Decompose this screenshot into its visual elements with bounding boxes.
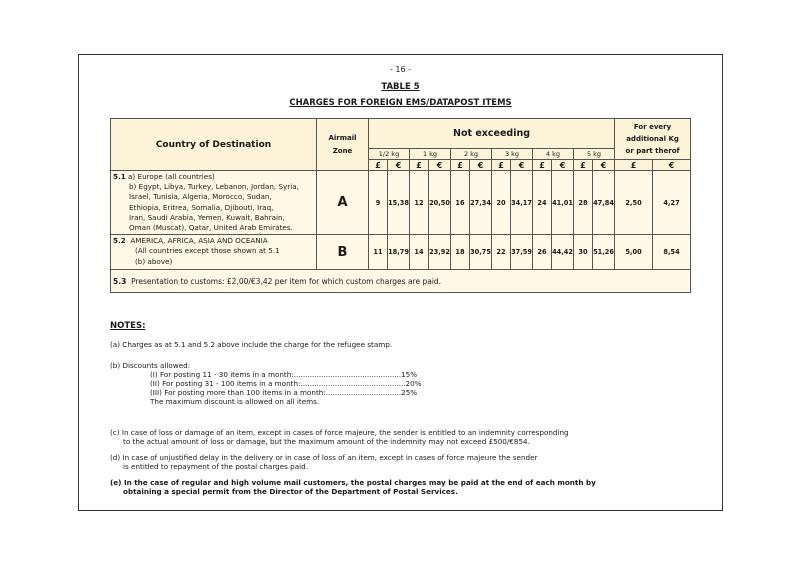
- currency-pound: £: [451, 160, 470, 171]
- additional-rate-cell: 8,54: [653, 235, 691, 270]
- rate-cell: 12: [410, 171, 429, 235]
- currency-pound: £: [574, 160, 593, 171]
- table-title: TABLE 5: [381, 82, 420, 92]
- table-row: [111, 171, 691, 235]
- rate-cell: 27,34: [470, 171, 492, 235]
- currency-euro: €: [511, 160, 533, 171]
- currency-euro: €: [653, 160, 691, 171]
- discount-item: (III) For posting more than 100 items in a month:.................................25%: [150, 388, 418, 397]
- rate-cell: 47,84: [593, 171, 615, 235]
- rate-cell: 37,59: [511, 235, 533, 270]
- rate-cell: 18: [451, 235, 470, 270]
- rate-cell: 22: [492, 235, 511, 270]
- discount-item: (II) For posting 31 - 100 items in a month:..............................................20%: [150, 379, 422, 388]
- discount-item: (I) For posting 11 - 30 items in a month:...............................................15%: [150, 370, 418, 379]
- weight-1-kg: 1 kg: [410, 149, 451, 160]
- currency-pound: £: [615, 160, 653, 171]
- note-b-title: (b) Discounts allowed:: [110, 361, 191, 370]
- currency-euro: €: [470, 160, 492, 171]
- currency-euro: €: [429, 160, 451, 171]
- destination-cell: 5.2 AMERICA, AFRICA, ASIA AND OCEANIA (All countries except those shown at 5.1 (b) above): [111, 235, 317, 270]
- currency-pound: £: [492, 160, 511, 171]
- page-number: - 16 -: [389, 65, 412, 74]
- charges-table: [110, 118, 691, 293]
- table-row: [111, 270, 691, 293]
- currency-euro: €: [552, 160, 574, 171]
- weight-3-kg: 3 kg: [492, 149, 533, 160]
- country-header: Country of Destination: [111, 119, 317, 171]
- note-b: [110, 361, 670, 406]
- rate-cell: 30: [574, 235, 593, 270]
- currency-euro: €: [593, 160, 615, 171]
- rate-cell: 15,38: [388, 171, 410, 235]
- weight-5-kg: 5 kg: [574, 149, 615, 160]
- rate-cell: 44,42: [552, 235, 574, 270]
- notes-heading: NOTES:: [110, 321, 146, 331]
- currency-pound: £: [369, 160, 388, 171]
- zone-header: Airmail Zone: [317, 119, 369, 171]
- discount-final: The maximum discount is allowed on all items.: [150, 397, 320, 406]
- rate-cell: 11: [369, 235, 388, 270]
- zone-cell: A: [317, 171, 369, 235]
- weight-half-kg: 1/2 kg: [369, 149, 410, 160]
- currency-euro: €: [388, 160, 410, 171]
- destination-cell: 5.1 a) Europe (all countries) b) Egypt, Libya, Turkey, Lebanon, Jordan, Syria, Israel, Tunisia, Algeria, Morocco, Sudan, Ethiopia, Eritrea, Somalia, Djibouti, Iraq, Iran, Saudi Arabia, Yemen, Kuwait, Bahrain, Oman (Muscat), Qatar, United Arab Emirates.: [111, 171, 317, 235]
- note-a: (a) Charges as at 5.1 and 5.2 above include the charge for the refugee stamp.: [110, 340, 393, 349]
- rate-cell: 20,50: [429, 171, 451, 235]
- currency-pound: £: [533, 160, 552, 171]
- rate-cell: 30,75: [470, 235, 492, 270]
- currency-pound: £: [410, 160, 429, 171]
- zone-cell: B: [317, 235, 369, 270]
- rate-cell: 20: [492, 171, 511, 235]
- rate-cell: 24: [533, 171, 552, 235]
- rate-cell: 23,92: [429, 235, 451, 270]
- rate-cell: 26: [533, 235, 552, 270]
- note-d: (d) In case of unjustified delay in the delivery or in case of loss of an item, except in cases of force majeure the sender is entitled to repayment of the postal charges paid.: [110, 453, 538, 471]
- additional-kg-header: For every additional Kg or part therof: [615, 119, 691, 160]
- additional-rate-cell: 4,27: [653, 171, 691, 235]
- document-page: [78, 54, 723, 511]
- not-exceeding-header: Not exceeding: [369, 119, 615, 149]
- rate-cell: 28: [574, 171, 593, 235]
- rate-cell: 16: [451, 171, 470, 235]
- table-subtitle: CHARGES FOR FOREIGN EMS/DATAPOST ITEMS: [289, 98, 512, 108]
- customs-presentation-cell: 5.3 Presentation to customs: £2,00/€3,42 per item for which custom charges are paid.: [111, 270, 691, 293]
- rate-cell: 14: [410, 235, 429, 270]
- rate-cell: 41,01: [552, 171, 574, 235]
- weight-2-kg: 2 kg: [451, 149, 492, 160]
- table-row: [111, 235, 691, 270]
- rate-cell: 9: [369, 171, 388, 235]
- rate-cell: 51,26: [593, 235, 615, 270]
- note-c: (c) In case of loss or damage of an item, except in cases of force majeure, the sender is entitled to an indemnity corresponding to the actual amount of loss or damage, but the maximum amount of the indemnity may not exceed £500/€854.: [110, 428, 569, 446]
- additional-rate-cell: 2,50: [615, 171, 653, 235]
- weight-4-kg: 4 kg: [533, 149, 574, 160]
- additional-rate-cell: 5,00: [615, 235, 653, 270]
- note-e: (e) In the case of regular and high volume mail customers, the postal charges may be paid at the end of each month by obtaining a special permit from the Director of the Department of Postal Services.: [110, 478, 596, 496]
- rate-cell: 34,17: [511, 171, 533, 235]
- rate-cell: 18,79: [388, 235, 410, 270]
